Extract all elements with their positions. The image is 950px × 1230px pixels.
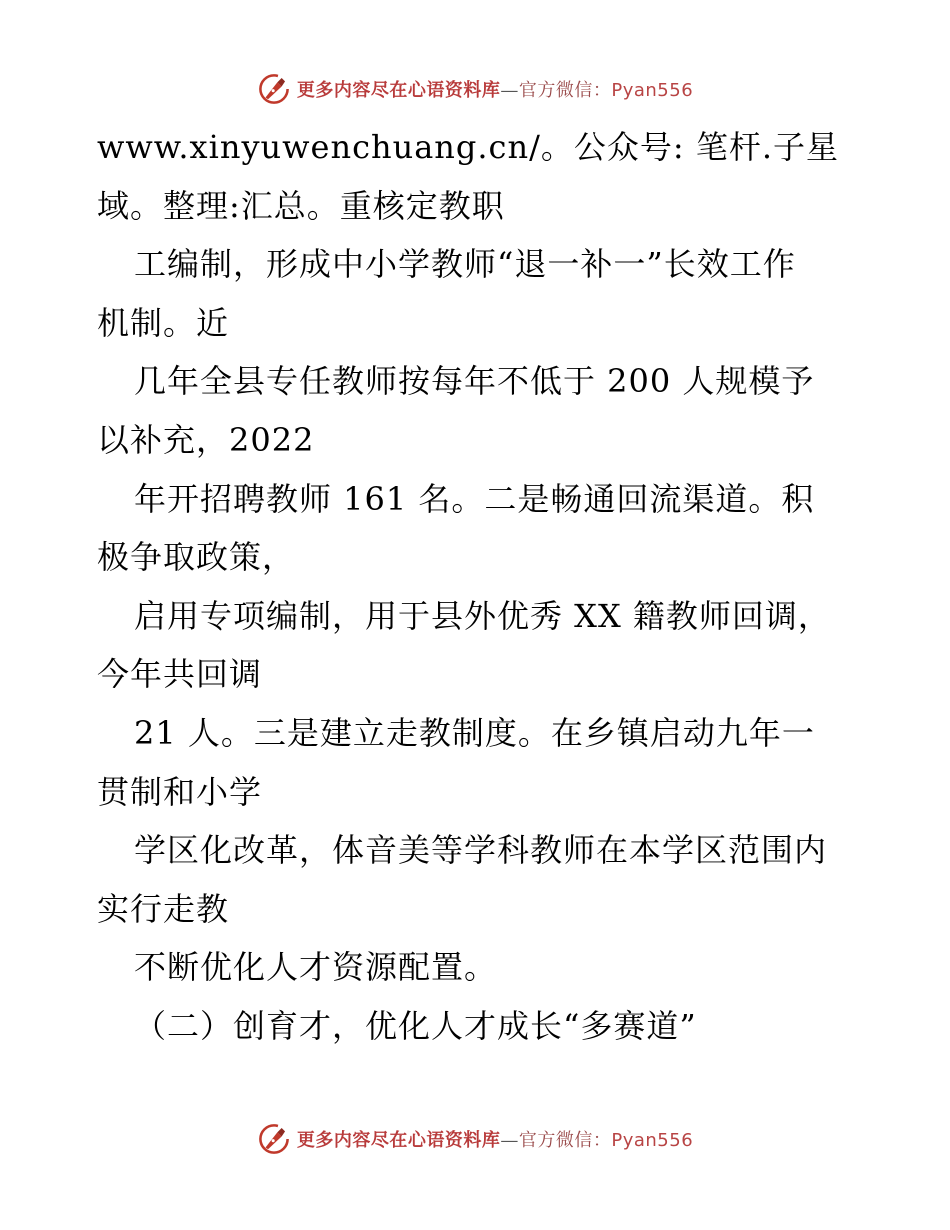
document-body bbox=[97, 118, 857, 1056]
body-line-11: 21 人。三是建立走教制度。在乡镇启动九年一 bbox=[134, 713, 815, 752]
header-wechat-label: 官方微信： bbox=[518, 80, 612, 101]
body-line-3: 工编制，形成中小学教师“退一补一”长效工作 bbox=[134, 245, 796, 284]
header-banner-text bbox=[297, 76, 693, 102]
body-line-8: 极争取政策， bbox=[97, 538, 296, 577]
footer-wechat-id: Pyan556 bbox=[611, 1130, 694, 1151]
body-line-15: 不断优化人才资源配置。 bbox=[134, 948, 498, 987]
header-separator: — bbox=[500, 80, 519, 101]
body-line-12: 贯制和小学 bbox=[97, 772, 263, 811]
header-banner bbox=[0, 72, 950, 106]
header-wechat-id: Pyan556 bbox=[611, 80, 694, 101]
footer-banner-text bbox=[297, 1126, 693, 1152]
body-line-14: 实行走教 bbox=[97, 889, 230, 928]
footer-wechat-label: 官方微信： bbox=[518, 1130, 612, 1151]
body-line-13: 学区化改革，体音美等学科教师在本学区范围内 bbox=[134, 831, 828, 870]
pen-nib-logo-icon bbox=[257, 72, 291, 106]
header-promo-text: 更多内容尽在心语资料库 bbox=[296, 80, 501, 101]
body-line-5: 几年全县专任教师按每年不低于 200 人规模予 bbox=[134, 362, 815, 401]
footer-separator: — bbox=[500, 1130, 519, 1151]
footer-banner bbox=[0, 1122, 950, 1156]
body-line-10: 今年共回调 bbox=[97, 655, 263, 694]
body-line-7: 年开招聘教师 161 名。二是畅通回流渠道。积 bbox=[134, 479, 815, 518]
body-line-9: 启用专项编制，用于县外优秀 XX 籍教师回调， bbox=[134, 596, 831, 635]
body-line-2: 域。整理:汇总。重核定教职 bbox=[97, 186, 505, 225]
footer-promo-text: 更多内容尽在心语资料库 bbox=[296, 1130, 501, 1151]
pen-nib-logo-icon bbox=[257, 1122, 291, 1156]
section-heading: （二）创育才，优化人才成长“多赛道” bbox=[134, 1006, 697, 1045]
body-line-4: 机制。近 bbox=[97, 303, 230, 342]
body-line-6: 以补充，2022 bbox=[97, 420, 315, 459]
body-line-1: www.xinyuwenchuang.cn/。公众号: 笔杆.子星 bbox=[97, 128, 839, 166]
